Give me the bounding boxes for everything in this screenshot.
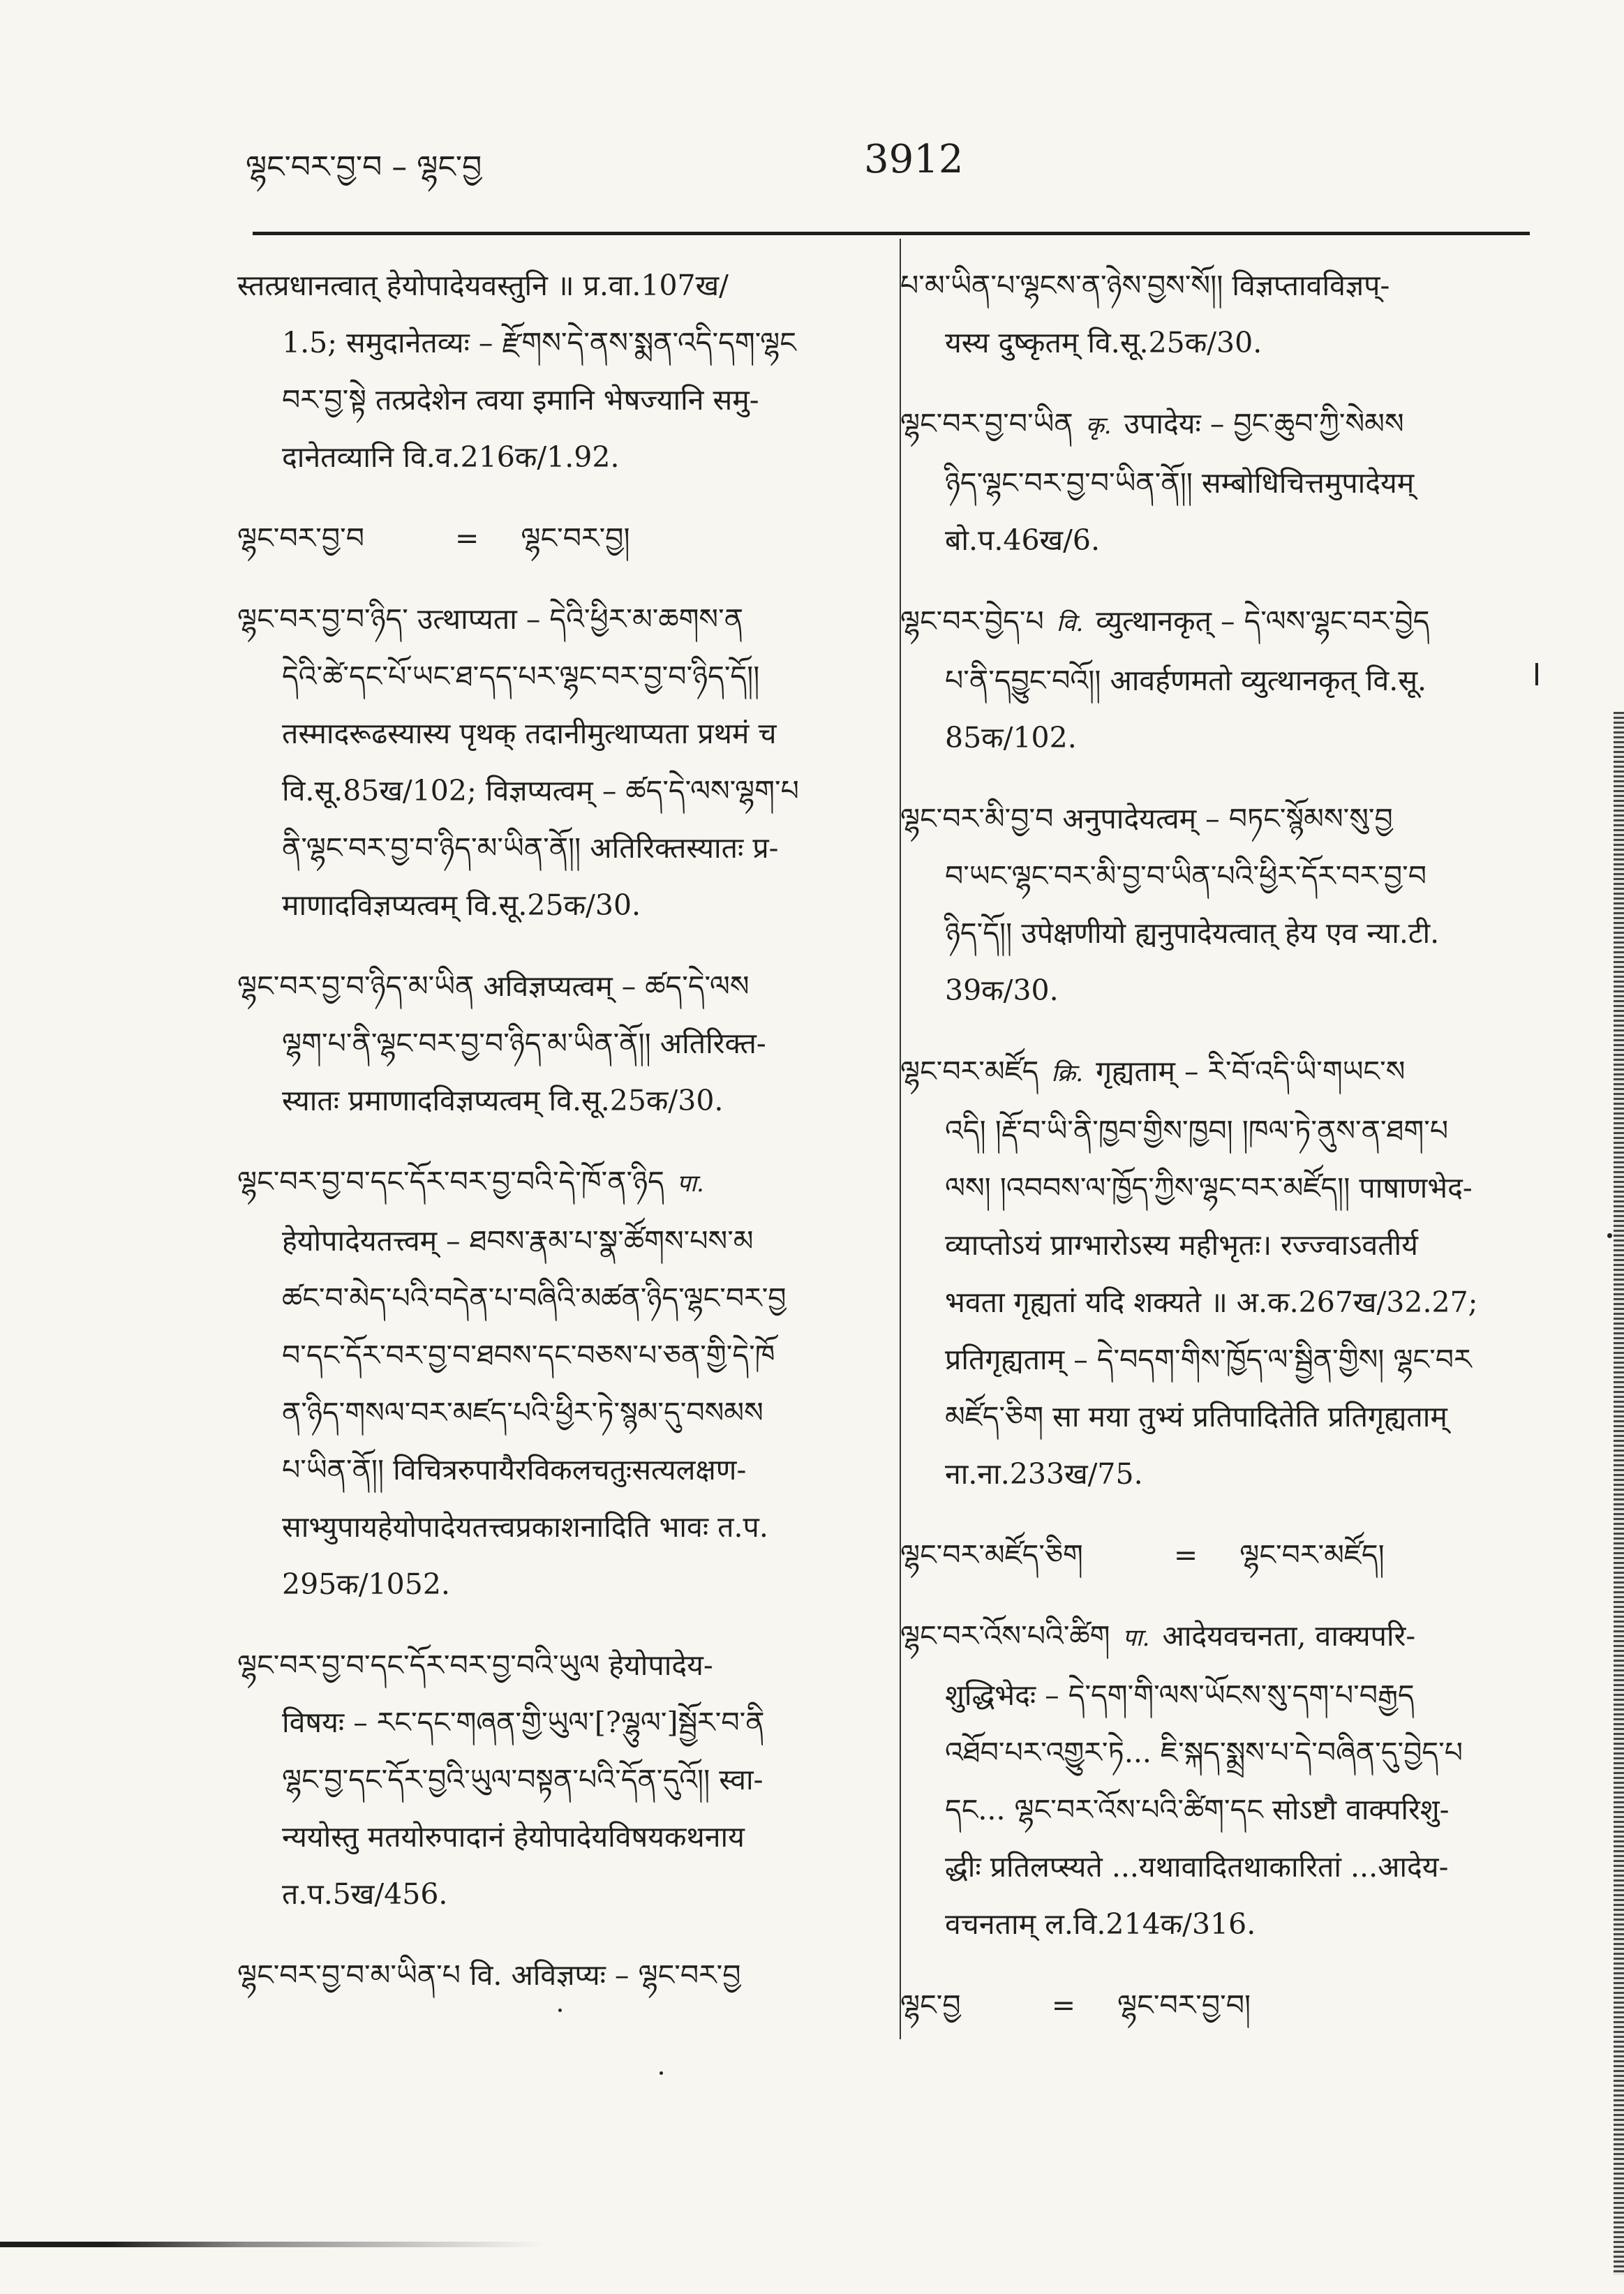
entry-line: 39क/30.: [945, 974, 1059, 1007]
entry-line: ཉིད་དོ།། उपेक्षणीयो ह्यनुपादेयत्वात् हेय एव न्या.टी.: [945, 916, 1440, 950]
right-column: [900, 257, 1542, 2057]
speck-dot: [660, 2071, 663, 2075]
entry-line: त.प.5ख/456.: [282, 1877, 448, 1911]
entry-line: དང... ལྷང་བར་འོས་པའི་ཚིག་དང सोऽष्टौ वाक्परिशु-: [945, 1793, 1450, 1826]
entry-line: स्यातः प्रमाणादविज्ञप्यत्वम् वि.सू.25क/30.: [282, 1084, 724, 1117]
margin-mark: [1535, 663, 1538, 685]
entry-head-line: [900, 593, 1542, 652]
entry-line: ལྷང་བར་བྱ་བ་དང་དོར་བར་བྱ་བའི་ཡུལ हेयोपादेय-: [237, 1648, 713, 1682]
headword: ལྷང་བར་འོས་པའི་ཚིག: [900, 1619, 1110, 1653]
entry-line: स्तत्प्रधानत्वात् हेयोपादेयवस्तुनि ॥ प्र.वा.107ख/: [237, 269, 729, 302]
entry-line: འདི། །རྡོ་བ་ཡི་ནི་ཁྱབ་གྱིས་ཁྱབ། །ཁལ་ཏེ་ནུས་ན་ཐག་པ: [945, 1114, 1449, 1147]
entry-line: विषयः – རང་དང་གཞན་གྱི་ཡུལ་[?ལྷུལ་]སྦྱོར་བ་ནི: [282, 1706, 765, 1739]
cross-reference-target: ལྷང་བར་མཛོད།: [1239, 1538, 1385, 1572]
definition-text: उपादेयः – བྱང་ཆུབ་ཀྱི་སེམས: [1124, 407, 1404, 440]
cross-reference-target: ལྷང་བར་བྱ།: [521, 521, 630, 555]
dictionary-entry: [900, 1976, 1542, 2034]
left-column: [237, 257, 874, 2027]
dictionary-entry: [900, 593, 1542, 766]
entry-line: तस्मादरूढस्यास्य पृथक् तदानीमुत्थाप्यता प्रथमं च: [282, 717, 777, 750]
headword: ལྷང་བར་མཛོད་ཅིག: [900, 1538, 1083, 1572]
entry-line: हेयोपादेयतत्त्वम् – ཐབས་རྣམ་པ་སྣ་ཚོགས་པས་མ: [282, 1224, 754, 1258]
definition-text: आदेयवचनता, वाक्यपरि-: [1162, 1619, 1416, 1653]
definition-text: व्युत्थानकृत् – དེ་ལས་ལྷང་བར་བྱེད: [1096, 604, 1430, 638]
entry-line: 295क/1052.: [282, 1567, 450, 1601]
entry-line: བར་བྱ་སྟེ तत्प्रदेशेन त्वया इमानि भेषज्यानि समु-: [282, 383, 759, 417]
grammar-abbreviation: वि.: [1056, 609, 1084, 637]
binding-edge: [1614, 712, 1624, 2275]
entry-line: པ་ཡིན་ནོ།། विचित्ररुपायैरविकलचतुःसत्यलक्षण-: [282, 1453, 747, 1487]
dictionary-entry: [237, 1637, 874, 1923]
margin-dot: [1607, 1233, 1612, 1238]
headword: ལྷང་བར་བྱེད་པ: [900, 604, 1044, 638]
entry-line: པ་མ་ཡིན་པ་ལྷངས་ན་ཉེས་བྱས་སོ།། विज्ञप्तावविज्ञप्-: [900, 269, 1390, 302]
dictionary-entry: [900, 395, 1542, 569]
page-number: 3912: [864, 137, 964, 182]
entry-line: མཛོད་ཅིག सा मया तुभ्यं प्रतिपादितेति प्रतिगृह्यताम्: [945, 1400, 1447, 1433]
bottom-scan-smudge: [0, 2242, 544, 2247]
cross-reference: [900, 1976, 1542, 2034]
entry-line: माणादविज्ञप्यत्वम् वि.सू.25क/30.: [282, 888, 641, 922]
entry-line: འཐོབ་པར་འགྱུར་ཏེ... ཇི་སྐད་སྨྲས་པ་དེ་བཞིན་དུ་བྱེད་པ: [945, 1736, 1463, 1769]
entry-line: ལྷང་བར་བྱ་བ་མ་ཡིན་པ वि. अविज्ञप्यः – ལྷང་བར་བྱ: [237, 1958, 741, 1992]
entry-line: པ་ནི་དབྱུང་བའོ།། आवर्हणमतो व्युत्थानकृत् वि.सू.: [945, 664, 1427, 697]
dictionary-entry: [900, 790, 1542, 1019]
equals-sign: =: [455, 521, 479, 555]
entry-line: न्ययोस्तु मतयोरुपादानं हेयोपादेयविषयकथनाय: [282, 1820, 745, 1854]
entry-line: ཉིད་ལྷང་བར་བྱ་བ་ཡིན་ནོ།། सम्बोधिचित्तमुपादेयम्: [945, 466, 1415, 500]
entry-head-line: [900, 395, 1542, 454]
cross-reference-target: ལྷང་བར་བྱ་བ།: [1117, 1988, 1251, 2022]
dictionary-entry: [237, 958, 874, 1129]
entry-line: ལས། །འབབས་ལ་ཁྱོད་ཀྱིས་ལྷང་བར་མཛོད།། पाषाणभेद-: [945, 1171, 1473, 1205]
header-rule: [253, 232, 1530, 235]
entry-line: शुद्धिभेदः – དེ་དག་གི་ལས་ཡོངས་སུ་དག་པ་བརྒྱད: [945, 1678, 1415, 1712]
entry-line: यस्य दुष्कृतम् वि.सू.25क/30.: [945, 326, 1262, 359]
entry-line: ལྷང་བར་བྱ་བ་ཉིད་ उत्थाप्यता – དེའི་ཕྱིར་མ་ཆགས་ན: [237, 602, 744, 636]
entry-line: प्रतिगृह्यताम् – དེ་བདག་གིས་ཁྱོད་ལ་སྦྱིན་གྱིས། ལྷང་བར: [945, 1343, 1472, 1376]
cross-reference: [237, 509, 874, 567]
grammar-abbreviation: क्रि.: [1051, 1059, 1084, 1087]
cross-reference: [900, 1526, 1542, 1584]
definition-text: गृह्यताम् – རི་བོ་འདི་ཡི་གཡང་ས: [1096, 1055, 1406, 1088]
equals-sign: =: [1173, 1538, 1198, 1572]
grammar-abbreviation: कृ.: [1085, 412, 1112, 440]
entry-line: དེའི་ཚེ་དང་པོ་ཡང་ཐ་དད་པར་ལྷང་བར་བྱ་བ་ཉིད་དོ།།: [282, 660, 760, 693]
headword: ལྷང་བར་བྱ་བ་ཡིན: [900, 407, 1073, 440]
dictionary-entry: [237, 257, 874, 486]
headword: ལྷང་བྱ: [900, 1988, 961, 2022]
speck-dot: [558, 2009, 562, 2012]
headword: ལྷང་བར་བྱ་བ་དང་དོར་བར་བྱ་བའི་དེ་ཁོ་ན་ཉིད: [237, 1165, 664, 1198]
entry-line: साभ्युपायहेयोपादेयतत्त्वप्रकाशनादिति भावः त.प.: [282, 1510, 768, 1544]
entry-line: བ་དང་དོར་བར་བྱ་བ་ཐབས་དང་བཅས་པ་ཅན་གྱི་དེ་ཁོ: [282, 1339, 775, 1372]
dictionary-entry: [237, 590, 874, 934]
entry-head-line: [237, 1153, 874, 1212]
entry-line: द्धीः प्रतिलप्स्यते ...यथावादितथाकारितां ...आदेय-: [945, 1850, 1449, 1884]
entry-line: ལྷང་བར་བྱ་བ་ཉིད་མ་ཡིན अविज्ञप्यत्वम् – ཚད་དེ་ལས: [237, 969, 750, 1003]
dictionary-entry: [900, 1607, 1542, 1953]
entry-line: व्याप्तोऽयं प्राग्भारोऽस्य महीभृतः। रज्ज्वाऽवतीर्य: [945, 1228, 1418, 1262]
entry-line: 1.5; समुदानेतव्यः – རྫོགས་དེ་ནས་སྨན་འདི་དག་ལྷང: [282, 326, 796, 359]
dictionary-entry: [900, 257, 1542, 371]
entry-line: ལྷང་བར་མི་བྱ་བ अनुपादेयत्वम् – བཏང་སྙོམས་སུ་བྱ: [900, 802, 1393, 835]
entry-line: दानेतव्यानि वि.व.216क/1.92.: [282, 440, 620, 474]
entry-line: ནི་ལྷང་བར་བྱ་བ་ཉིད་མ་ཡིན་ནོ།། अतिरिक्तस्यातः प्र-: [282, 831, 779, 865]
dictionary-entry: [900, 1526, 1542, 1584]
entry-line: 85क/102.: [945, 721, 1077, 754]
headword: ལྷང་བར་མཛོད: [900, 1055, 1039, 1088]
entry-line: भवता गृह्यतां यदि शक्यते ॥ अ.क.267ख/32.27;: [945, 1286, 1478, 1319]
entry-line: बो.प.46ख/6.: [945, 523, 1101, 557]
dictionary-entry: [900, 1043, 1542, 1503]
entry-line: ཚང་བ་མེད་པའི་བདེན་པ་བཞིའི་མཚན་ཉིད་ལྷང་བར་བྱ: [282, 1281, 787, 1315]
grammar-abbreviation: पा.: [676, 1170, 704, 1198]
running-head: ལྷང་བར་བྱ་བ – ལྷང་བྱ: [246, 149, 482, 185]
entry-line: བ་ཡང་ལྷང་བར་མི་བྱ་བ་ཡིན་པའི་ཕྱིར་དོར་བར་བྱ་བ: [945, 859, 1426, 893]
entry-line: वचनताम् ल.वि.214क/316.: [945, 1907, 1256, 1941]
dictionary-entry: [237, 509, 874, 567]
dictionary-entry: [237, 1946, 874, 2004]
equals-sign: =: [1051, 1988, 1076, 2022]
grammar-abbreviation: पा.: [1122, 1624, 1150, 1652]
entry-head-line: [900, 1043, 1542, 1102]
entry-head-line: [900, 1607, 1542, 1667]
entry-line: ལྷག་པ་ནི་ལྷང་བར་བྱ་བ་ཉིད་མ་ཡིན་ནོ།། अतिरिक्त-: [282, 1027, 766, 1060]
headword: ལྷང་བར་བྱ་བ: [237, 521, 364, 555]
dictionary-entry: [237, 1153, 874, 1613]
entry-line: ལྷང་བྱ་དང་དོར་བྱའི་ཡུལ་བསྟན་པའི་དོན་དུའོ།། स्वा-: [282, 1763, 763, 1796]
entry-line: ན་ཉིད་གསལ་བར་མཛད་པའི་ཕྱིར་ཏེ་སྙམ་དུ་བསམས: [282, 1396, 763, 1429]
entry-line: ना.ना.233ख/75.: [945, 1457, 1143, 1491]
entry-line: वि.सू.85ख/102; विज्ञप्यत्वम् – ཚད་དེ་ལས་ལྷག་པ: [282, 774, 799, 807]
